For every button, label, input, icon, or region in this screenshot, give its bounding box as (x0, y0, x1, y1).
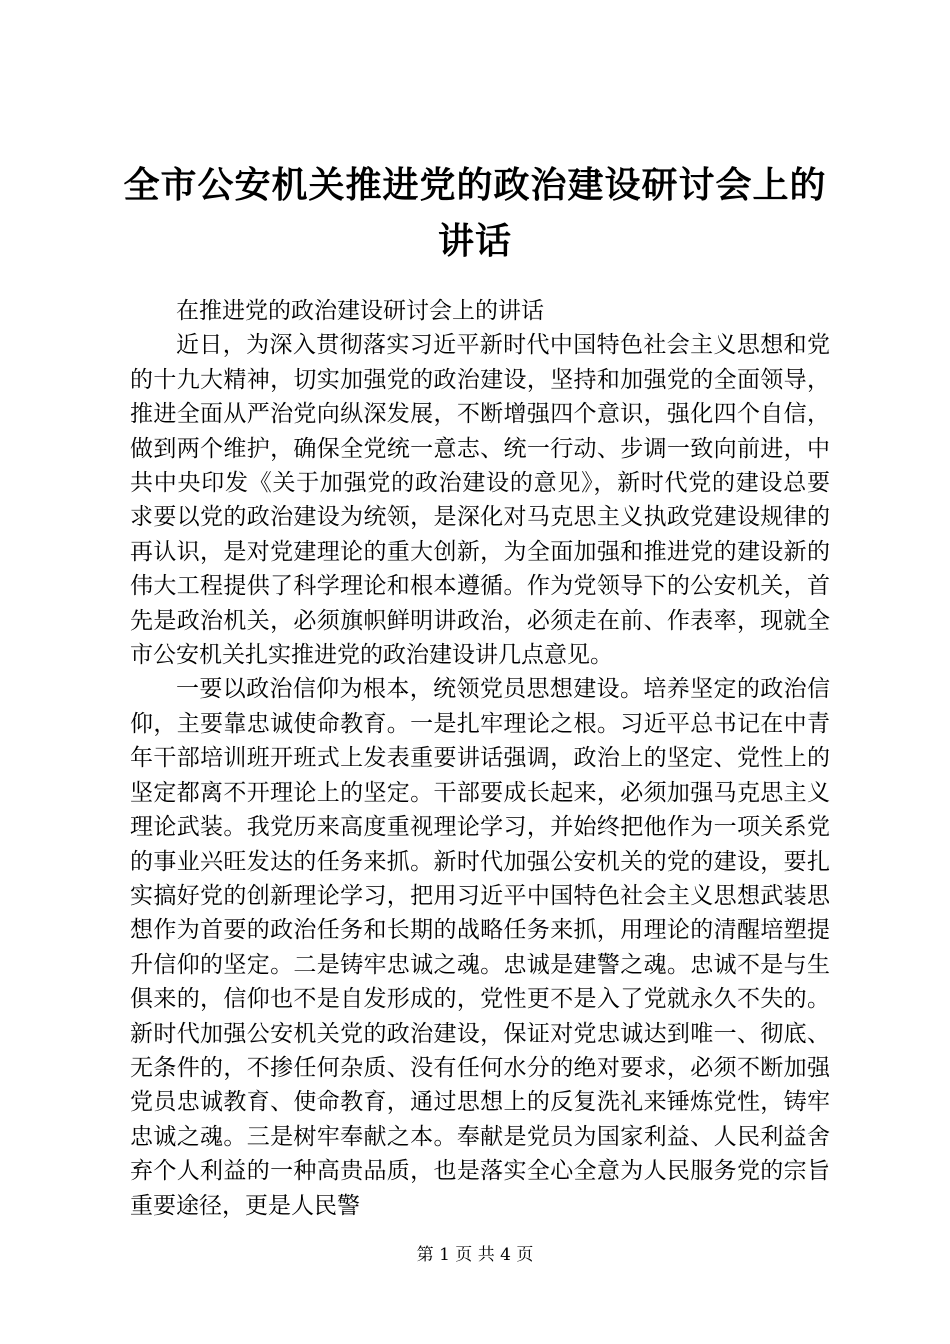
body-paragraph: 近日，为深入贯彻落实习近平新时代中国特色社会主义思想和党的十九大精神，切实加强党的政治建设，坚持和加强党的全面领导，推进全面从严治党向纵深发展，不断增强四个意识，强化四个自信，做到两个维护，确保全党统一意志、统一行动、步调一致向前进，中共中央印发《关于加强党的政治建设的意见》，新时代党的建设总要求要以党的政治建设为统领，是深化对马克思主义执政党建设规律的再认识，是对党建理论的重大创新，为全面加强和推进党的建设新的伟大工程提供了科学理论和根本遵循。作为党领导下的公安机关，首先是政治机关，必须旗帜鲜明讲政治，必须走在前、作表率，现就全市公安机关扎实推进党的政治建设讲几点意见。 (130, 332, 830, 669)
document-title: 全市公安机关推进党的政治建设研讨会上的讲话 (123, 165, 827, 262)
page-number: 第 1 页 共 4 页 (416, 1245, 534, 1265)
page-footer (0, 1244, 950, 1266)
body-paragraph: 一要以政治信仰为根本，统领党员思想建设。培养坚定的政治信仰，主要靠忠诚使命教育。一是扎牢理论之根。习近平总书记在中青年干部培训班开班式上发表重要讲话强调，政治上的坚定、党性上的坚定都离不开理论上的坚定。干部要成长起来，必须加强马克思主义理论武装。我党历来高度重视理论学习，并始终把他作为一项关系党的事业兴旺发达的任务来抓。新时代加强公安机关的党的建设，要扎实搞好党的创新理论学习，把用习近平中国特色社会主义思想武装思想作为首要的政治任务和长期的战略任务来抓，用理论的清醒培塑提升信仰的坚定。二是铸牢忠诚之魂。忠诚是建警之魂。忠诚不是与生俱来的，信仰也不是自发形成的，党性更不是入了党就永久不失的。新时代加强公安机关党的政治建设，保证对党忠诚达到唯一、彻底、无条件的，不掺任何杂质、没有任何水分的绝对要求，必须不断加强党员忠诚教育、使命教育，通过思想上的反复洗礼来锤炼党性，铸牢忠诚之魂。三是树牢奉献之本。奉献是党员为国家利益、人民利益舍弃个人利益的一种高贵品质，也是落实全心全意为人民服务党的宗旨重要途径，更是人民警 (130, 676, 830, 1219)
body-paragraph-subtitle: 在推进党的政治建设研讨会上的讲话 (176, 298, 544, 324)
document-body (130, 294, 830, 1223)
